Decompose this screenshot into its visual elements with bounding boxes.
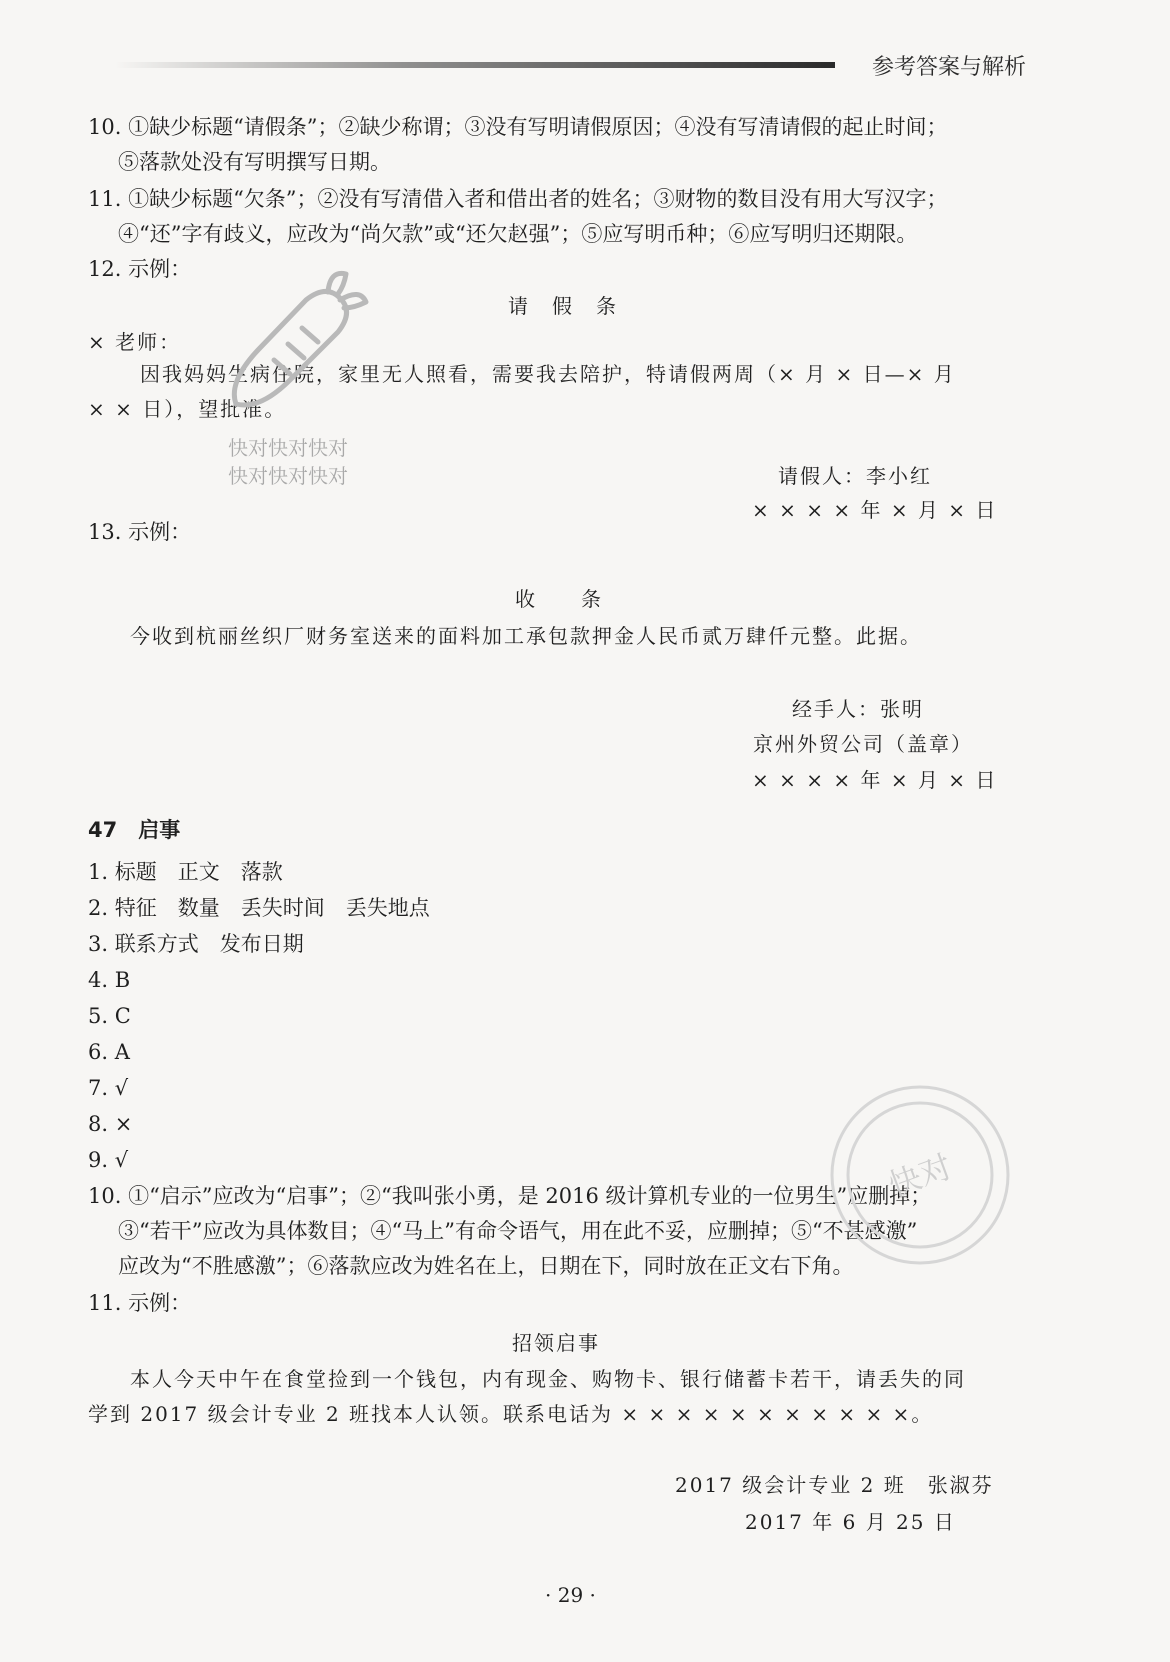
q11-line1: 11. ①缺少标题“欠条”；②没有写清借入者和借出者的姓名；③财物的数目没有用大写汉字； (88, 187, 948, 211)
header-title: 参考答案与解析 (872, 55, 1027, 80)
q10-line1: 10. ①缺少标题“请假条”；②缺少称谓；③没有写明请假原因；④没有写清请假的起止时间； (88, 115, 948, 139)
header-rule (115, 62, 835, 68)
page-number: · 29 · (545, 1583, 596, 1607)
list-item-8: 8. × (88, 1112, 133, 1136)
receipt-date: × × × × 年 × 月 × 日 (752, 768, 998, 792)
notice-body-line1: 本人今天中午在食堂捡到一个钱包，内有现金、购物卡、银行储蓄卡若干，请丢失的同 (130, 1367, 966, 1391)
list-item-5: 5. C (88, 1004, 131, 1028)
leave-note-salutation: × 老师： (88, 330, 182, 354)
q11-line2: ④“还”字有歧义，应改为“尚欠款”或“还欠赵强”；⑤应写明币种；⑥应写明归还期限。 (118, 222, 918, 246)
notice-signer: 2017 级会计专业 2 班 张淑芬 (675, 1473, 994, 1497)
list-item-2: 2. 特征 数量 丢失时间 丢失地点 (88, 896, 430, 920)
s47-q10-line1: 10. ①“启示”应改为“启事”；②“我叫张小勇，是 2016 级计算机专业的一位男生”应删掉； (88, 1184, 932, 1208)
leave-note-body-line1: 因我妈妈生病住院，家里无人照看，需要我去陪护，特请假两周（× 月 × 日—× 月 (140, 362, 956, 386)
s47-q10-line2: ③“若干”应改为具体数目；④“马上”有命令语气，用在此不妥，应删掉；⑤“不甚感激” (118, 1219, 918, 1243)
q13-label: 13. 示例： (88, 520, 192, 544)
list-item-4: 4. B (88, 968, 131, 992)
receipt-handler: 经手人：张明 (792, 697, 924, 721)
list-item-7: 7. √ (88, 1076, 129, 1100)
leave-note-title: 请 假 条 (508, 294, 618, 318)
carrot-logo-icon (218, 262, 378, 422)
leave-note-signer: 请假人：李小红 (778, 464, 932, 488)
q10-line2: ⑤落款处没有写明撰写日期。 (118, 150, 391, 174)
receipt-body: 今收到杭丽丝织厂财务室送来的面料加工承包款押金人民币贰万肆仟元整。此据。 (130, 624, 922, 648)
list-item-9: 9. √ (88, 1148, 129, 1172)
s47-q10-line3: 应改为“不胜感激”；⑥落款应改为姓名在上，日期在下，同时放在正文右下角。 (118, 1254, 854, 1278)
list-item-3: 3. 联系方式 发布日期 (88, 932, 304, 956)
stamp-text: 快对 (883, 1147, 957, 1205)
watermark-line1: 快对快对快对 (228, 436, 348, 460)
notice-title: 招领启事 (512, 1331, 600, 1355)
list-item-1: 1. 标题 正文 落款 (88, 860, 283, 884)
receipt-company: 京州外贸公司（盖章） (753, 732, 973, 756)
list-item-6: 6. A (88, 1040, 130, 1064)
leave-note-body-line2: × × 日），望批准。 (88, 397, 287, 421)
notice-date: 2017 年 6 月 25 日 (745, 1510, 956, 1534)
section-heading: 47 启事 (88, 818, 181, 842)
s47-q11-label: 11. 示例： (88, 1291, 192, 1315)
leave-note-date: × × × × 年 × 月 × 日 (752, 498, 998, 522)
watermark-line2: 快对快对快对 (228, 464, 348, 488)
q12-label: 12. 示例： (88, 257, 192, 281)
receipt-title: 收 条 (515, 587, 603, 611)
notice-body-line2: 学到 2017 级会计专业 2 班找本人认领。联系电话为 × × × × × × × × × × ×。 (88, 1402, 934, 1426)
stamp-watermark-icon (820, 1075, 1020, 1275)
